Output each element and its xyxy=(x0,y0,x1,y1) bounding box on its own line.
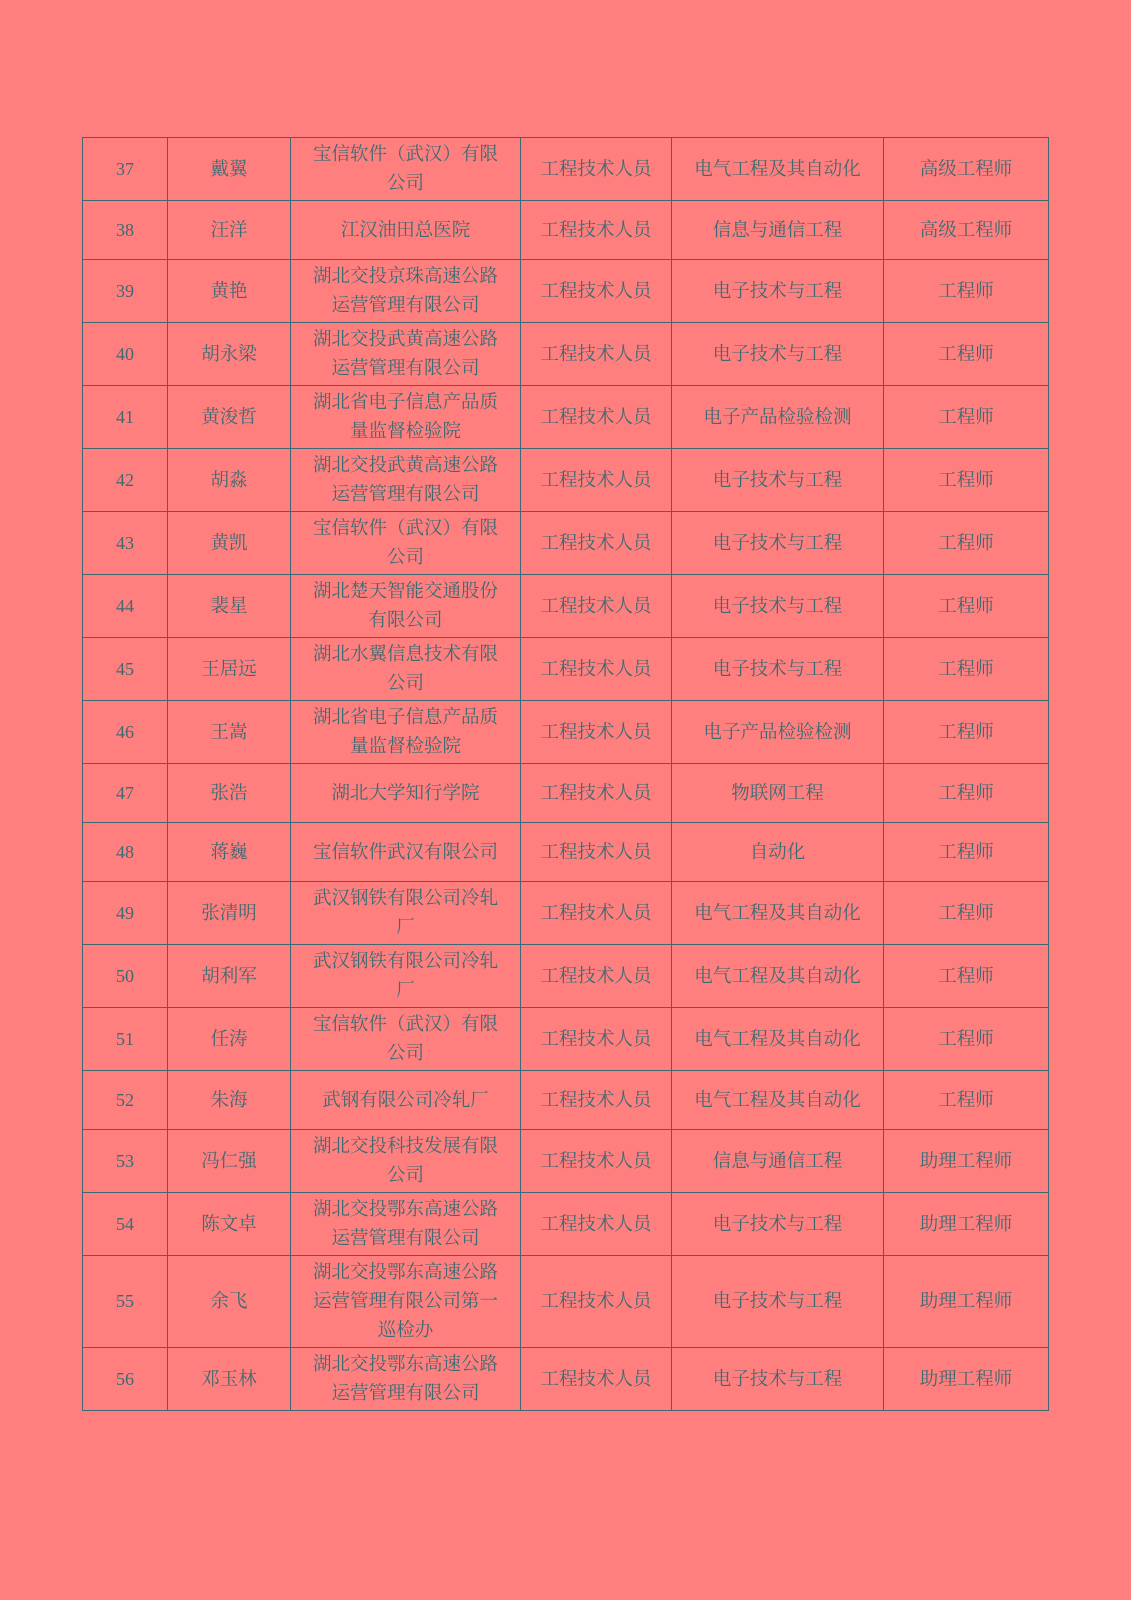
row-number-cell: 43 xyxy=(83,512,168,575)
work-unit-cell: 宝信软件（武汉）有限公司 xyxy=(291,512,521,575)
staff-category-cell: 工程技术人员 xyxy=(521,575,672,638)
person-name-cell: 黄浚哲 xyxy=(168,386,291,449)
table-row xyxy=(83,323,1049,386)
row-number-cell: 41 xyxy=(83,386,168,449)
staff-category-cell: 工程技术人员 xyxy=(521,512,672,575)
qualification-title-cell: 助理工程师 xyxy=(884,1256,1049,1348)
qualification-title-cell: 工程师 xyxy=(884,323,1049,386)
specialty-cell: 电子技术与工程 xyxy=(672,1348,884,1411)
row-number-cell: 39 xyxy=(83,260,168,323)
person-name-cell: 王居远 xyxy=(168,638,291,701)
row-number-cell: 54 xyxy=(83,1193,168,1256)
table-row xyxy=(83,138,1049,201)
work-unit-cell: 武钢有限公司冷轧厂 xyxy=(291,1071,521,1130)
staff-category-cell: 工程技术人员 xyxy=(521,386,672,449)
qualification-title-cell: 工程师 xyxy=(884,945,1049,1008)
row-number-cell: 52 xyxy=(83,1071,168,1130)
specialty-cell: 信息与通信工程 xyxy=(672,201,884,260)
qualification-title-cell: 高级工程师 xyxy=(884,201,1049,260)
work-unit-cell: 湖北交投武黄高速公路运营管理有限公司 xyxy=(291,449,521,512)
specialty-cell: 电子技术与工程 xyxy=(672,575,884,638)
specialty-cell: 物联网工程 xyxy=(672,764,884,823)
staff-category-cell: 工程技术人员 xyxy=(521,701,672,764)
person-name-cell: 黄凯 xyxy=(168,512,291,575)
specialty-cell: 电子产品检验检测 xyxy=(672,701,884,764)
qualification-title-cell: 高级工程师 xyxy=(884,138,1049,201)
qualification-title-cell: 工程师 xyxy=(884,1071,1049,1130)
row-number-cell: 55 xyxy=(83,1256,168,1348)
specialty-cell: 电子技术与工程 xyxy=(672,1193,884,1256)
qualification-title-cell: 助理工程师 xyxy=(884,1130,1049,1193)
staff-category-cell: 工程技术人员 xyxy=(521,1008,672,1071)
qualification-title-cell: 工程师 xyxy=(884,701,1049,764)
staff-category-cell: 工程技术人员 xyxy=(521,638,672,701)
person-name-cell: 胡利军 xyxy=(168,945,291,1008)
specialty-cell: 电气工程及其自动化 xyxy=(672,945,884,1008)
person-name-cell: 裴星 xyxy=(168,575,291,638)
row-number-cell: 40 xyxy=(83,323,168,386)
table-row xyxy=(83,764,1049,823)
row-number-cell: 44 xyxy=(83,575,168,638)
row-number-cell: 47 xyxy=(83,764,168,823)
person-name-cell: 胡永梁 xyxy=(168,323,291,386)
work-unit-cell: 宝信软件（武汉）有限公司 xyxy=(291,138,521,201)
staff-category-cell: 工程技术人员 xyxy=(521,201,672,260)
table-row xyxy=(83,638,1049,701)
specialty-cell: 电子技术与工程 xyxy=(672,512,884,575)
specialty-cell: 电气工程及其自动化 xyxy=(672,882,884,945)
person-name-cell: 蒋巍 xyxy=(168,823,291,882)
staff-category-cell: 工程技术人员 xyxy=(521,945,672,1008)
staff-category-cell: 工程技术人员 xyxy=(521,1193,672,1256)
person-name-cell: 王嵩 xyxy=(168,701,291,764)
table-row xyxy=(83,512,1049,575)
table-row xyxy=(83,882,1049,945)
qualification-title-cell: 工程师 xyxy=(884,1008,1049,1071)
qualification-title-cell: 工程师 xyxy=(884,386,1049,449)
work-unit-cell: 湖北大学知行学院 xyxy=(291,764,521,823)
work-unit-cell: 湖北交投鄂东高速公路运营管理有限公司 xyxy=(291,1348,521,1411)
staff-category-cell: 工程技术人员 xyxy=(521,882,672,945)
person-name-cell: 张浩 xyxy=(168,764,291,823)
table-row xyxy=(83,1130,1049,1193)
person-name-cell: 汪洋 xyxy=(168,201,291,260)
table-row xyxy=(83,1193,1049,1256)
table-row xyxy=(83,201,1049,260)
row-number-cell: 42 xyxy=(83,449,168,512)
specialty-cell: 电气工程及其自动化 xyxy=(672,1071,884,1130)
work-unit-cell: 湖北交投京珠高速公路运营管理有限公司 xyxy=(291,260,521,323)
person-name-cell: 余飞 xyxy=(168,1256,291,1348)
qualification-title-cell: 工程师 xyxy=(884,823,1049,882)
qualification-title-cell: 助理工程师 xyxy=(884,1348,1049,1411)
staff-category-cell: 工程技术人员 xyxy=(521,1130,672,1193)
table-row xyxy=(83,1256,1049,1348)
work-unit-cell: 武汉钢铁有限公司冷轧厂 xyxy=(291,882,521,945)
staff-category-cell: 工程技术人员 xyxy=(521,138,672,201)
work-unit-cell: 湖北楚天智能交通股份有限公司 xyxy=(291,575,521,638)
staff-category-cell: 工程技术人员 xyxy=(521,260,672,323)
row-number-cell: 53 xyxy=(83,1130,168,1193)
person-name-cell: 冯仁强 xyxy=(168,1130,291,1193)
row-number-cell: 56 xyxy=(83,1348,168,1411)
specialty-cell: 电子技术与工程 xyxy=(672,260,884,323)
row-number-cell: 48 xyxy=(83,823,168,882)
row-number-cell: 38 xyxy=(83,201,168,260)
person-name-cell: 邓玉林 xyxy=(168,1348,291,1411)
table-row xyxy=(83,701,1049,764)
specialty-cell: 电子产品检验检测 xyxy=(672,386,884,449)
specialty-cell: 电子技术与工程 xyxy=(672,323,884,386)
work-unit-cell: 湖北交投鄂东高速公路运营管理有限公司 xyxy=(291,1193,521,1256)
work-unit-cell: 武汉钢铁有限公司冷轧厂 xyxy=(291,945,521,1008)
specialty-cell: 自动化 xyxy=(672,823,884,882)
specialty-cell: 信息与通信工程 xyxy=(672,1130,884,1193)
qualification-title-cell: 工程师 xyxy=(884,512,1049,575)
person-name-cell: 戴翼 xyxy=(168,138,291,201)
person-name-cell: 张清明 xyxy=(168,882,291,945)
table-row xyxy=(83,823,1049,882)
row-number-cell: 37 xyxy=(83,138,168,201)
specialty-cell: 电子技术与工程 xyxy=(672,638,884,701)
table-row xyxy=(83,260,1049,323)
work-unit-cell: 湖北水翼信息技术有限公司 xyxy=(291,638,521,701)
specialty-cell: 电子技术与工程 xyxy=(672,449,884,512)
specialty-cell: 电气工程及其自动化 xyxy=(672,138,884,201)
table-row xyxy=(83,1071,1049,1130)
staff-category-cell: 工程技术人员 xyxy=(521,1256,672,1348)
qualification-title-cell: 工程师 xyxy=(884,764,1049,823)
person-name-cell: 胡淼 xyxy=(168,449,291,512)
work-unit-cell: 湖北交投鄂东高速公路运营管理有限公司第一巡检办 xyxy=(291,1256,521,1348)
person-name-cell: 任涛 xyxy=(168,1008,291,1071)
staff-category-cell: 工程技术人员 xyxy=(521,1348,672,1411)
person-name-cell: 陈文卓 xyxy=(168,1193,291,1256)
staff-category-cell: 工程技术人员 xyxy=(521,764,672,823)
qualification-title-cell: 工程师 xyxy=(884,575,1049,638)
row-number-cell: 50 xyxy=(83,945,168,1008)
table-row xyxy=(83,945,1049,1008)
qualification-title-cell: 助理工程师 xyxy=(884,1193,1049,1256)
work-unit-cell: 湖北交投武黄高速公路运营管理有限公司 xyxy=(291,323,521,386)
person-name-cell: 朱海 xyxy=(168,1071,291,1130)
work-unit-cell: 湖北交投科技发展有限公司 xyxy=(291,1130,521,1193)
work-unit-cell: 宝信软件（武汉）有限公司 xyxy=(291,1008,521,1071)
qualification-title-cell: 工程师 xyxy=(884,449,1049,512)
row-number-cell: 51 xyxy=(83,1008,168,1071)
qualification-title-cell: 工程师 xyxy=(884,260,1049,323)
row-number-cell: 46 xyxy=(83,701,168,764)
staff-category-cell: 工程技术人员 xyxy=(521,1071,672,1130)
staff-category-cell: 工程技术人员 xyxy=(521,323,672,386)
table-row xyxy=(83,386,1049,449)
row-number-cell: 49 xyxy=(83,882,168,945)
row-number-cell: 45 xyxy=(83,638,168,701)
specialty-cell: 电气工程及其自动化 xyxy=(672,1008,884,1071)
roster-table xyxy=(82,137,1049,1411)
specialty-cell: 电子技术与工程 xyxy=(672,1256,884,1348)
work-unit-cell: 湖北省电子信息产品质量监督检验院 xyxy=(291,701,521,764)
qualification-title-cell: 工程师 xyxy=(884,638,1049,701)
work-unit-cell: 湖北省电子信息产品质量监督检验院 xyxy=(291,386,521,449)
table-row xyxy=(83,1348,1049,1411)
table-row xyxy=(83,449,1049,512)
person-name-cell: 黄艳 xyxy=(168,260,291,323)
roster-body xyxy=(83,138,1049,1411)
staff-category-cell: 工程技术人员 xyxy=(521,823,672,882)
qualification-title-cell: 工程师 xyxy=(884,882,1049,945)
work-unit-cell: 江汉油田总医院 xyxy=(291,201,521,260)
work-unit-cell: 宝信软件武汉有限公司 xyxy=(291,823,521,882)
table-row xyxy=(83,1008,1049,1071)
table-row xyxy=(83,575,1049,638)
staff-category-cell: 工程技术人员 xyxy=(521,449,672,512)
